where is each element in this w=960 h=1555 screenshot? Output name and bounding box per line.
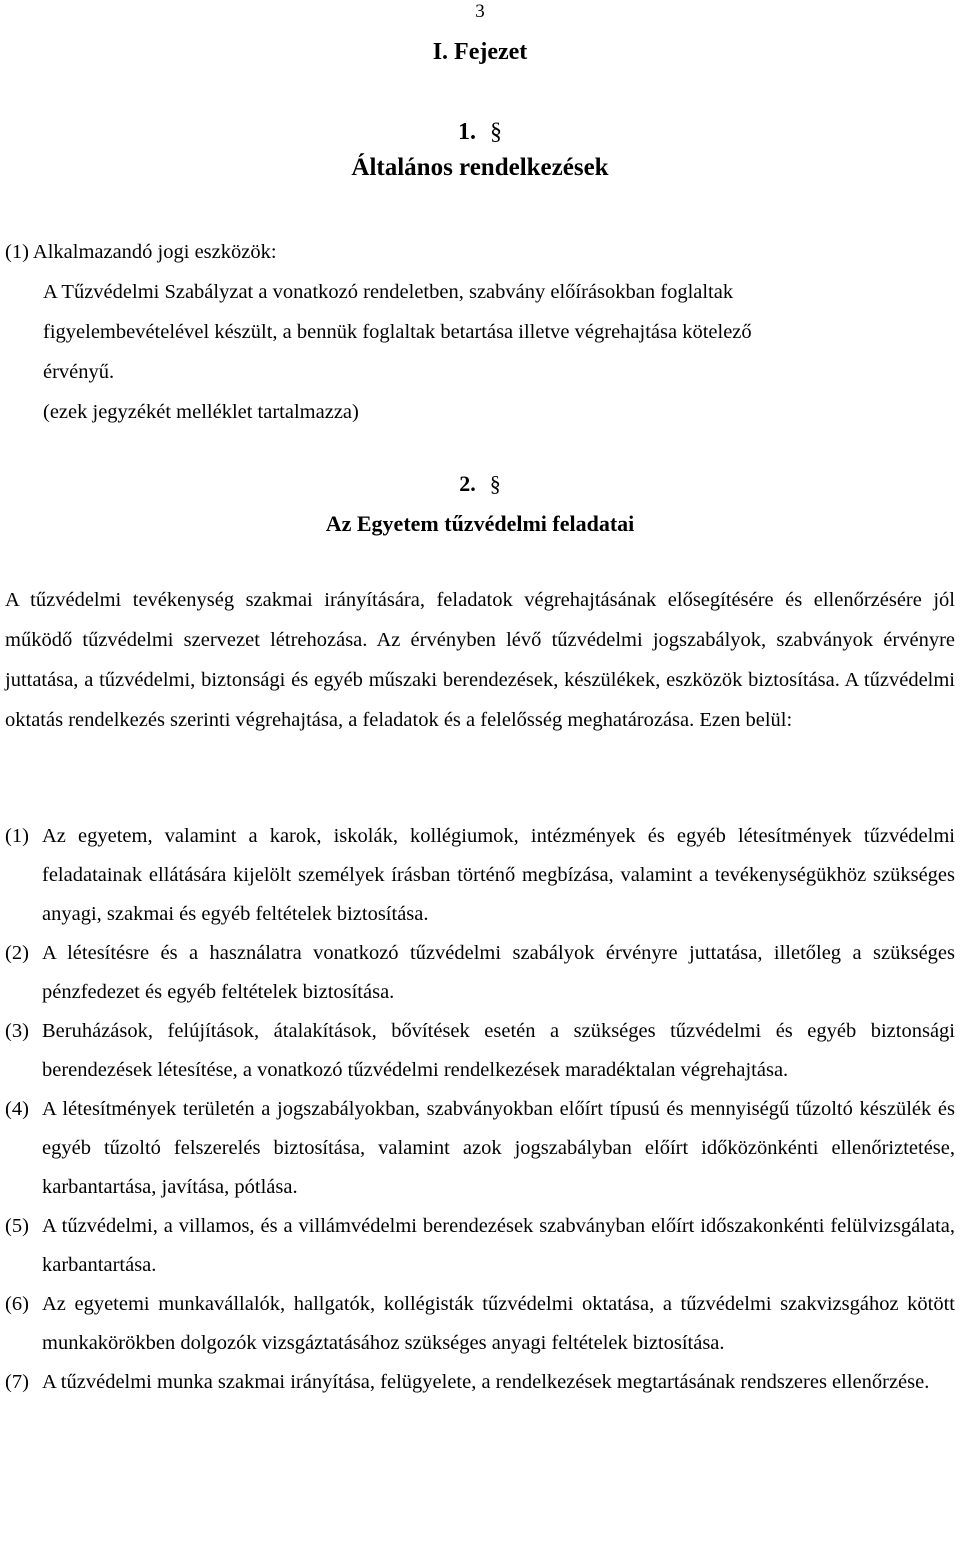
- section-1-number-text: 1.: [458, 119, 476, 145]
- list-item: [5, 817, 955, 934]
- item-text: A létesítésre és a használatra vonatkozó tűzvédelmi szabályok érvényre juttatása, illetőleg a szükséges pénzfedezet és egyéb feltételek biztosítása.: [42, 942, 955, 1003]
- list-item: [5, 1012, 955, 1090]
- section-2-number-text: 2.: [459, 471, 476, 496]
- task-list: [5, 817, 955, 1402]
- chapter-heading: I. Fejezet: [432, 39, 528, 65]
- item-text: Beruházások, felújítások, átalakítások, bővítések esetén a szükséges tűzvédelmi és egyéb biztonsági berendezések létesítése, a vonatkozó tűzvédelmi rendelkezések maradéktalan végrehajtása.: [42, 1020, 955, 1081]
- item-number: (5): [5, 1215, 29, 1237]
- list-item: [5, 1207, 955, 1285]
- item-heading: (1) Alkalmazandó jogi eszközök:: [5, 241, 277, 263]
- list-item: [5, 1285, 955, 1363]
- section-2-intro: A tűzvédelmi tevékenység szakmai irányítására, feladatok végrehajtásának elősegítésére és ellenőrzésére jól működő tűzvédelmi szervezet létrehozása. Az érvényben lévő tűzvédelmi jogszabályok, szabványok érvényre juttatása, a tűzvédelmi, biztonsági és egyéb műszaki berendezések, készülékek, eszközök biztosítása. A tűzvédelmi oktatás rendelkezés szerinti végrehajtása, a feladatok és a felelősség meghatározása. Ezen belül:: [5, 589, 955, 731]
- page-number: 3: [475, 1, 485, 22]
- section-1-body: [5, 232, 955, 432]
- section-symbol: §: [490, 119, 502, 145]
- item-text: A tűzvédelmi, a villamos, és a villámvédelmi berendezések szabványban előírt időszakonkénti felülvizsgálata, karbantartása.: [42, 1215, 955, 1276]
- item-number: (4): [5, 1098, 29, 1120]
- list-item: [5, 1363, 955, 1402]
- list-item: [5, 934, 955, 1012]
- body-line: (ezek jegyzékét melléklet tartalmazza): [43, 401, 359, 423]
- section-2-title: Az Egyetem tűzvédelmi feladatai: [325, 511, 635, 536]
- item-text: Az egyetemi munkavállalók, hallgatók, kollégisták tűzvédelmi oktatása, a tűzvédelmi szakvizsgához kötött munkakörökben dolgozók vizsgáztatásához szükséges anyagi feltételek biztosítása.: [42, 1293, 955, 1354]
- section-symbol: §: [489, 471, 501, 496]
- item-text: A létesítmények területén a jogszabályokban, szabványokban előírt típusú és mennyiségű tűzoltó készülék és egyéb tűzoltó felszerelés biztosítása, valamint azok jogszabályban előírt időközönkénti ellenőriztetése, karbantartása, javítása, pótlása.: [42, 1098, 955, 1198]
- body-line: figyelembevételével készült, a bennük foglaltak betartása illetve végrehajtása kötelező: [43, 321, 752, 343]
- item-number: (2): [5, 942, 29, 964]
- body-line: A Tűzvédelmi Szabályzat a vonatkozó rendeletben, szabvány előírásokban foglaltak: [43, 281, 734, 303]
- body-line: érvényű.: [43, 361, 115, 383]
- item-number: (6): [5, 1293, 29, 1315]
- item-text: Az egyetem, valamint a karok, iskolák, kollégiumok, intézmények és egyéb létesítmények tűzvédelmi feladatainak ellátására kijelölt személyek írásban történő megbízása, valamint a tevékenységükhöz szükséges anyagi, szakmai és egyéb feltételek biztosítása.: [42, 825, 955, 925]
- list-item: [5, 1090, 955, 1207]
- item-number: (7): [5, 1371, 29, 1393]
- section-1-number: [0, 118, 960, 146]
- section-1-title: Általános rendelkezések: [351, 154, 609, 181]
- item-number: (1): [5, 825, 29, 847]
- item-number: (3): [5, 1020, 29, 1042]
- item-text: A tűzvédelmi munka szakmai irányítása, felügyelete, a rendelkezések megtartásának rendszeres ellenőrzése.: [42, 1371, 930, 1393]
- section-2-number: [0, 470, 960, 498]
